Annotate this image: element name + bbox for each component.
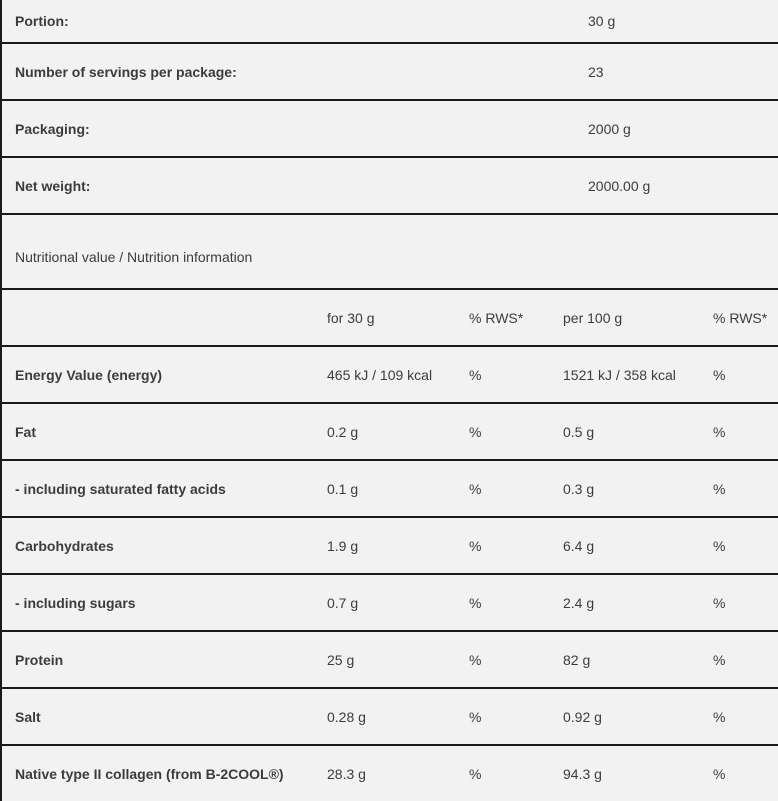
value-per-portion: 0.7 g [327, 594, 359, 611]
table-row [2, 689, 778, 746]
section-title-row [2, 215, 778, 290]
value-per-100g: 2.4 g [563, 594, 595, 611]
value-rws-100g: % [713, 537, 726, 554]
nutrition-table [2, 290, 778, 801]
table-row [2, 575, 778, 632]
table-row [2, 404, 778, 461]
value-rws-portion: % [469, 537, 482, 554]
value-per-100g: 0.3 g [563, 480, 595, 497]
column-header-per-100g: per 100 g [563, 309, 623, 326]
row-label: Carbohydrates [15, 537, 114, 554]
table-row [2, 632, 778, 689]
value-rws-100g: % [713, 423, 726, 440]
value-per-portion: 28.3 g [327, 765, 366, 782]
value-per-100g: 0.5 g [563, 423, 595, 440]
table-row [2, 461, 778, 518]
row-label: Fat [15, 423, 36, 440]
info-value: 30 g [588, 13, 616, 29]
info-value: 2000 g [588, 120, 631, 137]
value-per-100g: 82 g [563, 651, 591, 668]
nutrition-header-row [2, 290, 778, 347]
value-rws-100g: % [713, 708, 726, 725]
value-per-100g: 1521 kJ / 358 kcal [563, 366, 676, 383]
value-rws-portion: % [469, 708, 482, 725]
row-label: - including saturated fatty acids [15, 480, 226, 497]
section-title: Nutritional value / Nutrition information [15, 248, 253, 265]
value-per-portion: 1.9 g [327, 537, 359, 554]
value-per-portion: 0.1 g [327, 480, 359, 497]
column-header-rws-100g: % RWS* [713, 309, 768, 326]
value-per-portion: 25 g [327, 651, 355, 668]
value-rws-100g: % [713, 765, 726, 782]
info-value: 23 [588, 63, 604, 80]
product-info-table [2, 0, 778, 215]
row-label: Protein [15, 651, 64, 668]
value-rws-portion: % [469, 651, 482, 668]
table-row [2, 158, 778, 215]
row-label: Energy Value (energy) [15, 366, 163, 383]
table-row [2, 101, 778, 158]
value-rws-portion: % [469, 765, 482, 782]
info-label: Number of servings per package: [15, 63, 237, 80]
value-per-portion: 465 kJ / 109 kcal [327, 366, 433, 383]
value-per-portion: 0.28 g [327, 708, 366, 725]
column-header-rws-portion: % RWS* [469, 309, 524, 326]
value-rws-portion: % [469, 423, 482, 440]
table-row [2, 0, 778, 44]
info-label: Net weight: [15, 177, 91, 194]
table-row [2, 44, 778, 101]
value-rws-portion: % [469, 594, 482, 611]
value-rws-100g: % [713, 651, 726, 668]
value-rws-portion: % [469, 366, 482, 383]
value-rws-portion: % [469, 480, 482, 497]
table-row [2, 518, 778, 575]
info-label: Packaging: [15, 120, 90, 137]
info-value: 2000.00 g [588, 177, 651, 194]
value-per-100g: 0.92 g [563, 708, 602, 725]
value-rws-100g: % [713, 594, 726, 611]
table-row [2, 746, 778, 801]
table-row [2, 347, 778, 404]
row-label: Native type II collagen (from B-2COOL®) [15, 765, 284, 782]
value-per-100g: 6.4 g [563, 537, 595, 554]
row-label: Salt [15, 708, 41, 725]
info-label: Portion: [15, 13, 69, 29]
value-per-portion: 0.2 g [327, 423, 359, 440]
value-rws-100g: % [713, 366, 726, 383]
value-per-100g: 94.3 g [563, 765, 602, 782]
row-label: - including sugars [15, 594, 136, 611]
column-header-per-portion: for 30 g [327, 309, 375, 326]
value-rws-100g: % [713, 480, 726, 497]
